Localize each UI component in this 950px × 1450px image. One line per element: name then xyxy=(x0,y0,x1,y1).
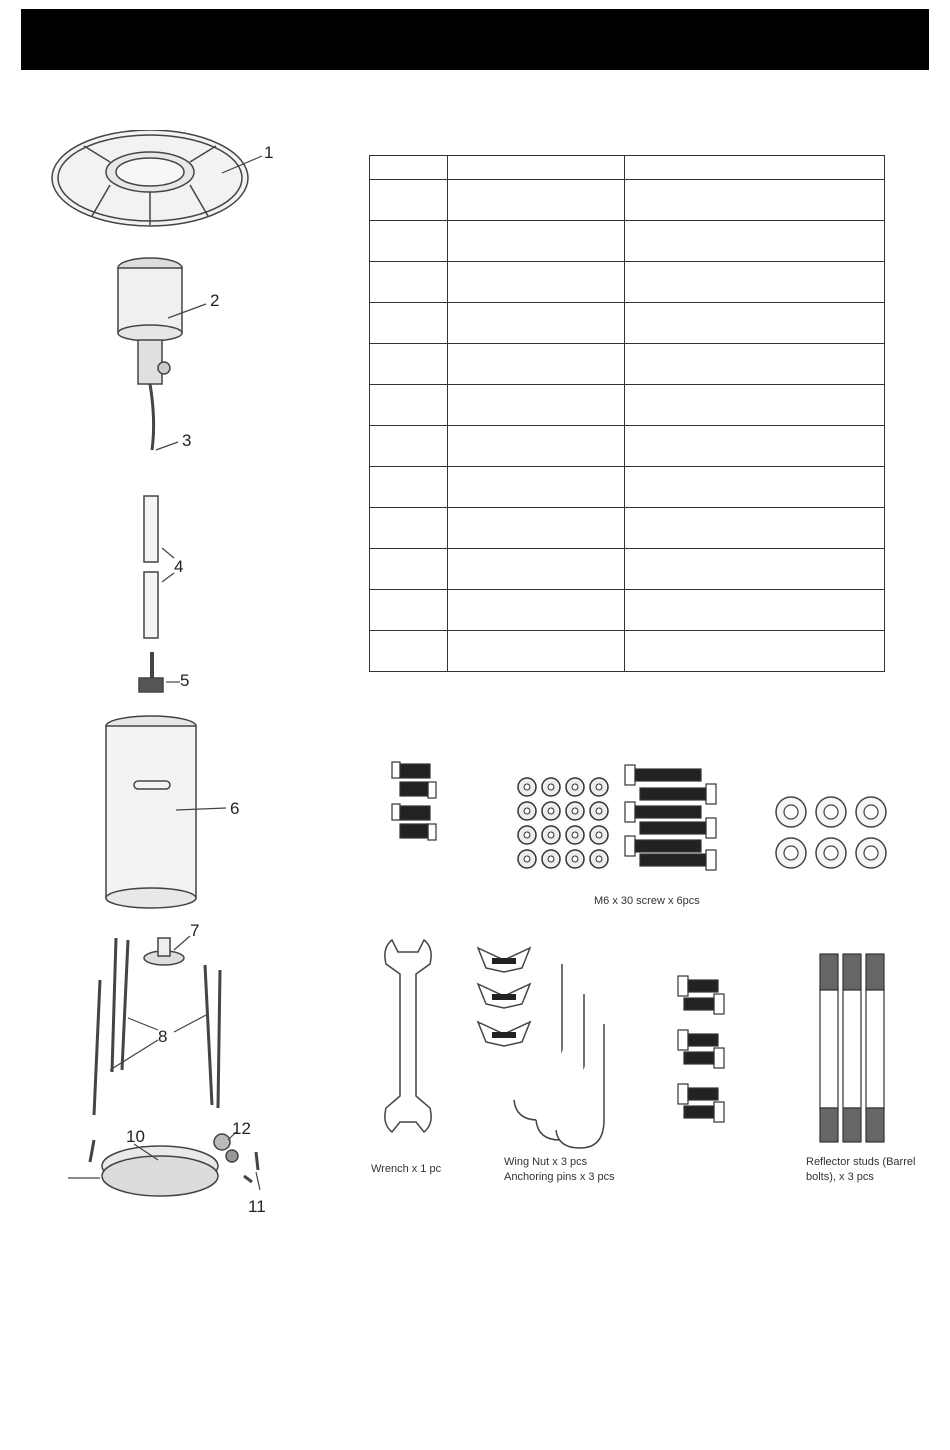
fixing-plate-part xyxy=(144,938,184,965)
callout-1: 1 xyxy=(264,143,274,162)
callout-7: 7 xyxy=(190,921,200,940)
callout-3: 3 xyxy=(182,431,192,450)
table-cell xyxy=(448,426,625,467)
table-row xyxy=(370,549,885,590)
table-cell xyxy=(625,221,885,262)
callout-8: 8 xyxy=(158,1027,168,1046)
screw-caption: M6 x 30 screw x 6pcs xyxy=(594,895,700,907)
wingnuts-pins-illustration xyxy=(474,944,614,1152)
tank-housing-part xyxy=(106,716,196,908)
washers-illustration xyxy=(774,795,890,871)
callout-2: 2 xyxy=(210,291,220,310)
table-cell xyxy=(370,262,448,303)
lower-post-part xyxy=(144,572,158,638)
reflector-studs-illustration xyxy=(814,950,890,1146)
table-cell xyxy=(448,590,625,631)
table-cell xyxy=(370,508,448,549)
callout-5: 5 xyxy=(180,671,190,690)
table-cell xyxy=(370,180,448,221)
table-cell xyxy=(370,385,448,426)
table-row xyxy=(370,590,885,631)
upper-post-part xyxy=(144,496,158,562)
table-cell xyxy=(370,221,448,262)
table-cell xyxy=(448,385,625,426)
callout-11: 11 xyxy=(248,1197,266,1216)
wingnut-caption-line2: Anchoring pins x 3 pcs xyxy=(504,1171,615,1183)
parts-table xyxy=(369,155,885,672)
studs-caption-line2: bolts), x 3 pcs xyxy=(806,1171,874,1183)
reflector-part xyxy=(52,130,248,226)
table-cell xyxy=(370,303,448,344)
table-cell xyxy=(625,344,885,385)
table-cell xyxy=(625,508,885,549)
table-cell xyxy=(625,590,885,631)
table-cell xyxy=(370,631,448,672)
table-header-row xyxy=(370,156,885,180)
table-header-cell xyxy=(370,156,448,180)
long-bolts-illustration xyxy=(674,972,730,1136)
table-cell xyxy=(625,262,885,303)
table-cell xyxy=(625,549,885,590)
burner-head-part xyxy=(118,258,182,384)
table-cell xyxy=(625,426,885,467)
table-cell xyxy=(370,467,448,508)
callout-10: 10 xyxy=(126,1127,145,1146)
table-row xyxy=(370,180,885,221)
table-row xyxy=(370,221,885,262)
table-row xyxy=(370,385,885,426)
table-cell xyxy=(448,508,625,549)
table-row xyxy=(370,508,885,549)
table-cell xyxy=(448,549,625,590)
table-cell xyxy=(448,221,625,262)
table-header-cell xyxy=(448,156,625,180)
studs-caption-line1: Reflector studs (Barrel xyxy=(806,1156,916,1168)
table-cell xyxy=(448,262,625,303)
exploded-diagram xyxy=(40,130,300,1220)
gas-hose-part xyxy=(150,384,154,450)
table-row xyxy=(370,631,885,672)
regulator-part xyxy=(139,652,163,692)
callout-6: 6 xyxy=(230,799,240,818)
table-cell xyxy=(625,180,885,221)
table-row xyxy=(370,303,885,344)
table-header-cell xyxy=(625,156,885,180)
table-cell xyxy=(370,426,448,467)
callout-12: 12 xyxy=(232,1119,251,1138)
table-cell xyxy=(625,303,885,344)
wrench-caption: Wrench x 1 pc xyxy=(371,1163,442,1175)
nuts-illustration xyxy=(516,776,612,872)
wingnut-caption-line1: Wing Nut x 3 pcs xyxy=(504,1156,588,1168)
table-cell xyxy=(370,344,448,385)
table-cell xyxy=(448,303,625,344)
header-bar xyxy=(21,9,929,70)
table-cell xyxy=(370,590,448,631)
table-cell xyxy=(625,631,885,672)
table-cell xyxy=(448,467,625,508)
short-bolts-illustration xyxy=(388,758,444,850)
callout-4: 4 xyxy=(174,557,184,576)
table-cell xyxy=(370,549,448,590)
table-cell xyxy=(448,344,625,385)
wrench-illustration xyxy=(378,936,438,1136)
table-row xyxy=(370,344,885,385)
base-part xyxy=(90,1134,258,1196)
table-row xyxy=(370,467,885,508)
table-row xyxy=(370,426,885,467)
table-cell xyxy=(625,467,885,508)
table-cell xyxy=(448,631,625,672)
table-cell xyxy=(448,180,625,221)
m6-screws-illustration xyxy=(622,762,720,874)
table-cell xyxy=(625,385,885,426)
table-row xyxy=(370,262,885,303)
